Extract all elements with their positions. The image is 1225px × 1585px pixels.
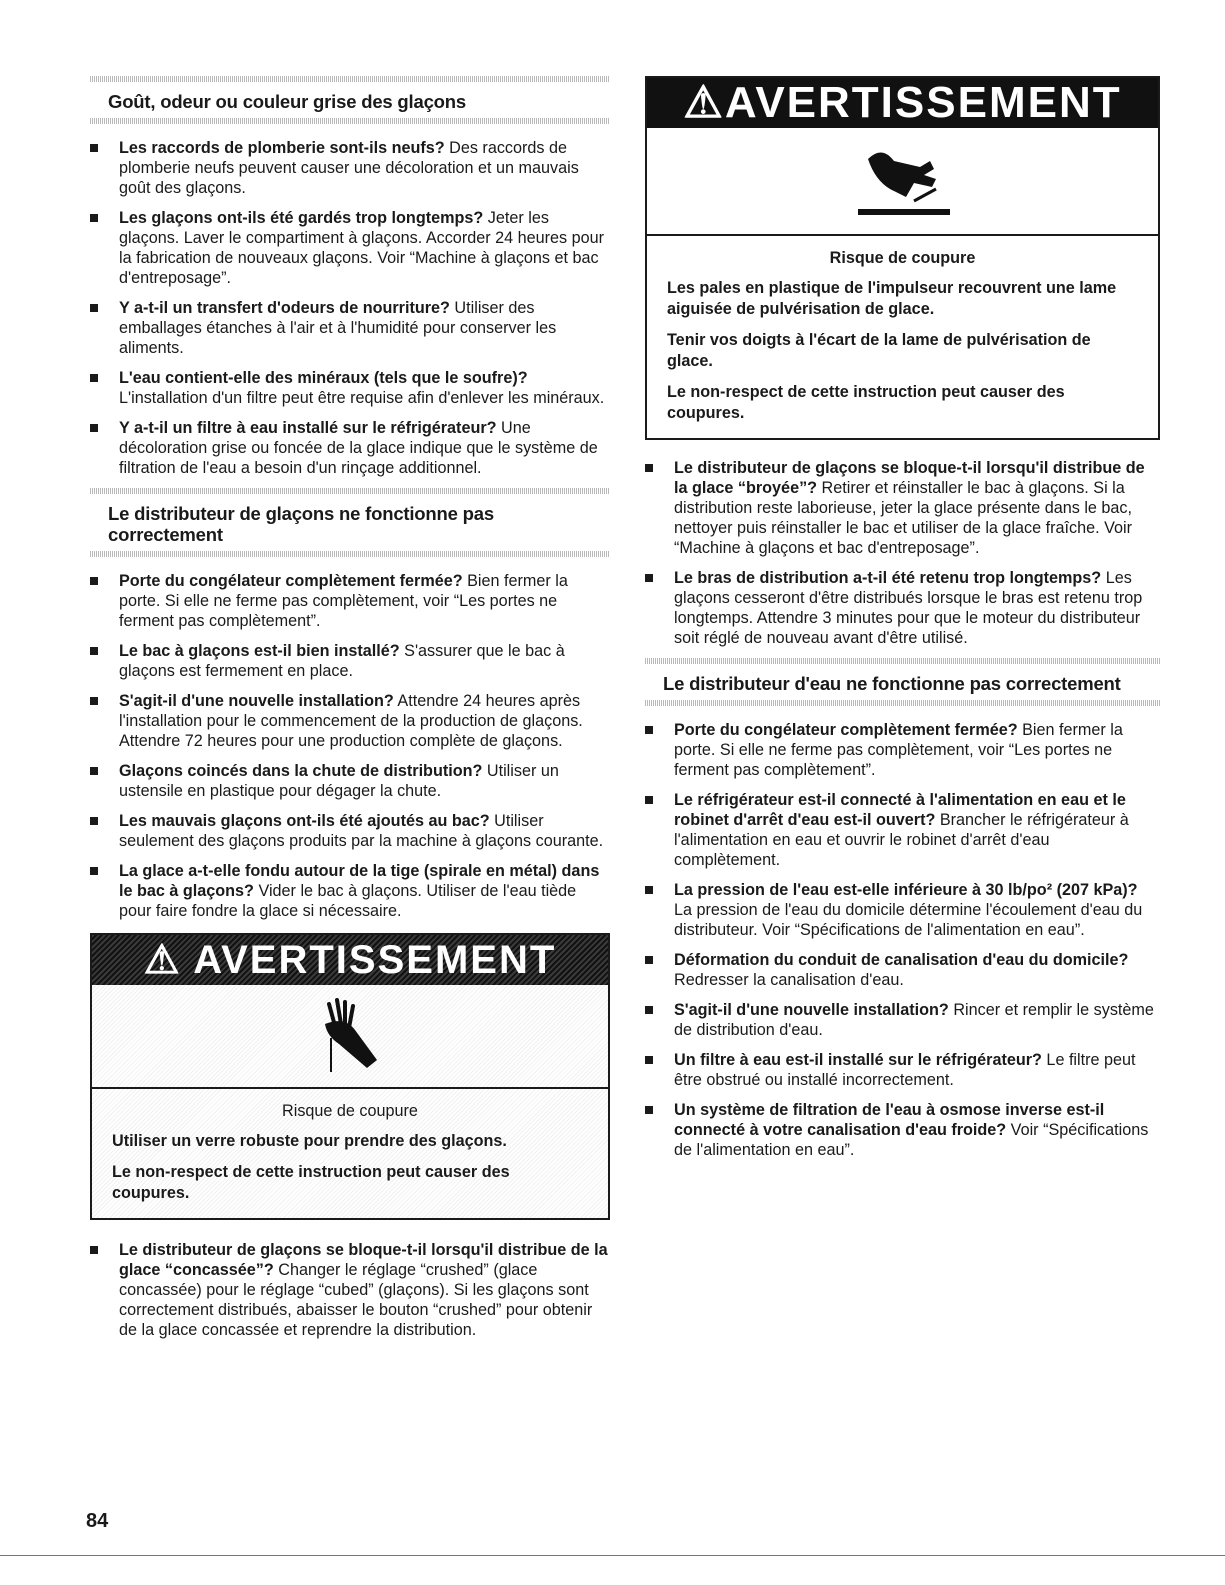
- list-item: [645, 568, 1160, 648]
- item-answer: Utiliser seulement des glaçons produits par la machine à glaçons courante.: [119, 812, 604, 850]
- item-question: Porte du congélateur complètement fermée?: [119, 572, 463, 590]
- list-item: [90, 691, 610, 751]
- item-answer: Bien fermer la porte. Si elle ne ferme pas complètement, voir “Les portes ne ferment pas complètement”.: [674, 721, 1123, 779]
- warning-line-2: Tenir vos doigts à l'écart de la lame de pulvérisation de glace.: [667, 331, 1091, 370]
- list-ice-crushed: [645, 458, 1160, 648]
- list-item: [645, 720, 1160, 780]
- list-item: [90, 571, 610, 631]
- hand-cut-icon-area: [92, 985, 608, 1089]
- bullet-icon: [90, 374, 98, 382]
- item-answer: Les glaçons cesseront d'être distribués lorsque le bras est retenu trop longtemps. Attendre 3 minutes pour que le moteur du distributeur soit réglé de nouveau avant d'être utilisé.: [674, 569, 1143, 647]
- page-number: 84: [86, 1510, 109, 1532]
- list-item: [645, 950, 1160, 990]
- list-item: [645, 880, 1160, 940]
- divider: [90, 118, 610, 124]
- item-question: Y a-t-il un filtre à eau installé sur le réfrigérateur?: [119, 419, 497, 437]
- bullet-icon: [90, 577, 98, 585]
- item-question: La pression de l'eau est-elle inférieure à 30 lb/po² (207 kPa)?: [674, 881, 1138, 899]
- item-answer: Changer le réglage “crushed” (glace concassée) pour le réglage “cubed” (glaçons). Si les glaçons sont correctement distribués, abaisser le bouton “crushed” pour obtenir de la glace concassée et reprendre la distribution.: [119, 1261, 593, 1339]
- item-question: Le distributeur de glaçons se bloque-t-il lorsqu'il distribue de la glace “broyée”?: [674, 459, 1145, 497]
- bullet-icon: [90, 1246, 98, 1254]
- list-water-dispenser: [645, 720, 1160, 1160]
- item-question: S'agit-il d'une nouvelle installation?: [119, 692, 394, 710]
- list-item: [90, 298, 610, 358]
- item-answer: Des raccords de plomberie neufs peuvent causer une décoloration et un mauvais goût des glaçons.: [119, 139, 579, 197]
- item-question: Le bras de distribution a-t-il été retenu trop longtemps?: [674, 569, 1102, 587]
- item-answer: Voir “Spécifications de l'alimentation en eau”.: [674, 1121, 1149, 1159]
- section-title-water-dispenser: Le distributeur d'eau ne fonctionne pas correctement: [663, 673, 1121, 694]
- list-ice-dispenser: [90, 571, 610, 921]
- right-column: [645, 76, 1160, 1170]
- list-item: [90, 761, 610, 801]
- warning-header: ⚠AVERTISSEMENT: [647, 78, 1158, 128]
- bullet-icon: [90, 424, 98, 432]
- list-item: [90, 641, 610, 681]
- warning-line-2: Le non-respect de cette instruction peut causer des coupures.: [112, 1163, 510, 1202]
- hand-cut-icon: [315, 996, 385, 1076]
- bullet-icon: [645, 574, 653, 582]
- risk-label: Risque de coupure: [282, 1102, 418, 1120]
- bullet-icon: [90, 867, 98, 875]
- list-after-warning: [90, 1240, 610, 1340]
- item-question: Un filtre à eau est-il installé sur le réfrigérateur?: [674, 1051, 1042, 1069]
- item-answer: Vider le bac à glaçons. Utiliser de l'eau tiède pour faire fondre la glace si nécessaire.: [119, 882, 577, 920]
- bullet-icon: [645, 1056, 653, 1064]
- bullet-icon: [90, 214, 98, 222]
- list-item: [645, 790, 1160, 870]
- item-answer: Jeter les glaçons. Laver le compartiment à glaçons. Accorder 24 heures pour la fabrication de nouveaux glaçons. Voir “Machine à glaçons et bac d'entreposage”.: [119, 209, 604, 287]
- item-question: L'eau contient-elle des minéraux (tels que le soufre)?: [119, 369, 528, 387]
- list-item: [645, 1100, 1160, 1160]
- bullet-icon: [90, 647, 98, 655]
- bullet-icon: [645, 1106, 653, 1114]
- item-answer: S'assurer que le bac à glaçons est fermement en place.: [119, 642, 565, 680]
- bullet-icon: [90, 697, 98, 705]
- item-question: Porte du congélateur complètement fermée?: [674, 721, 1018, 739]
- item-question: Les raccords de plomberie sont-ils neufs?: [119, 139, 445, 157]
- warning-body: [647, 236, 1158, 438]
- list-item: [90, 138, 610, 198]
- list-item: [90, 418, 610, 478]
- section-title-taste-odor: Goût, odeur ou couleur grise des glaçons: [108, 91, 466, 112]
- item-question: Un système de filtration de l'eau à osmose inverse est-il connecté à votre canalisation d'eau froide?: [674, 1101, 1105, 1139]
- list-item: [645, 1050, 1160, 1090]
- item-answer: Brancher le réfrigérateur à l'alimentation en eau et ouvrir le robinet d'arrêt d'eau complètement.: [674, 811, 1129, 869]
- list-item: [90, 811, 610, 851]
- bullet-icon: [645, 726, 653, 734]
- warning-line-3: Le non-respect de cette instruction peut causer des coupures.: [667, 383, 1065, 422]
- warning-body: [92, 1089, 608, 1218]
- item-answer: Utiliser des emballages étanches à l'air et à l'humidité pour conserver les aliments.: [119, 299, 557, 357]
- bullet-icon: [645, 796, 653, 804]
- item-question: Le distributeur de glaçons se bloque-t-il lorsqu'il distribue de la glace “concassée”?: [119, 1241, 608, 1279]
- bullet-icon: [645, 464, 653, 472]
- item-answer: Rincer et remplir le système de distribution d'eau.: [674, 1001, 1154, 1039]
- item-answer: Le filtre peut être obstrué ou installé incorrectement.: [674, 1051, 1136, 1089]
- list-item: [90, 861, 610, 921]
- item-answer: L'installation d'un filtre peut être requise afin d'enlever les minéraux.: [119, 389, 605, 407]
- bullet-icon: [645, 1006, 653, 1014]
- divider: [645, 700, 1160, 706]
- list-item: [90, 1240, 610, 1340]
- bullet-icon: [90, 767, 98, 775]
- list-item: [90, 208, 610, 288]
- section-title-ice-dispenser: Le distributeur de glaçons ne fonctionne pas correctement: [108, 503, 494, 545]
- item-answer: Attendre 24 heures après l'installation pour le commencement de la production de glaçons. Attendre 72 heures pour une production complète de glaçons.: [119, 692, 583, 750]
- list-item: [90, 368, 610, 408]
- item-question: Déformation du conduit de canalisation d'eau du domicile?: [674, 951, 1129, 969]
- list-taste-odor: [90, 138, 610, 478]
- item-question: Le bac à glaçons est-il bien installé?: [119, 642, 400, 660]
- item-answer: Utiliser un ustensile en plastique pour dégager la chute.: [119, 762, 559, 800]
- warning-box-blade: [645, 76, 1160, 440]
- bottom-rule: [0, 1555, 1225, 1556]
- item-answer: Retirer et réinstaller le bac à glaçons. Si la distribution reste laborieuse, jeter la glace présente dans le bac, nettoyer puis réinstaller le bac et utiliser de la glace fraîche. Voir “Machine à glaçons et bac d'entreposage”.: [674, 479, 1133, 557]
- item-answer: Redresser la canalisation d'eau.: [674, 971, 904, 989]
- blade-hand-icon-area: [647, 128, 1158, 236]
- warning-line-1: Utiliser un verre robuste pour prendre des glaçons.: [112, 1132, 507, 1150]
- warning-header: ⚠ AVERTISSEMENT: [92, 935, 608, 985]
- item-answer: La pression de l'eau du domicile détermine l'écoulement d'eau du distributeur. Voir “Spécifications de l'alimentation en eau”.: [674, 901, 1143, 939]
- item-question: La glace a-t-elle fondu autour de la tige (spirale en métal) dans le bac à glaçons?: [119, 862, 600, 900]
- bullet-icon: [645, 956, 653, 964]
- bullet-icon: [90, 304, 98, 312]
- divider: [90, 551, 610, 557]
- item-answer: Une décoloration grise ou foncée de la glace indique que le système de filtration de l'eau a besoin d'un rinçage additionnel.: [119, 419, 598, 477]
- item-question: S'agit-il d'une nouvelle installation?: [674, 1001, 949, 1019]
- left-column: [90, 76, 610, 1350]
- bullet-icon: [645, 886, 653, 894]
- warning-box-glass: [90, 933, 610, 1220]
- item-question: Les glaçons ont-ils été gardés trop longtemps?: [119, 209, 484, 227]
- bullet-icon: [90, 144, 98, 152]
- risk-label: Risque de coupure: [829, 249, 976, 267]
- item-question: Les mauvais glaçons ont-ils été ajoutés au bac?: [119, 812, 490, 830]
- item-answer: Bien fermer la porte. Si elle ne ferme pas complètement, voir “Les portes ne ferment pas complètement”.: [119, 572, 568, 630]
- warning-line-1: Les pales en plastique de l'impulseur recouvrent une lame aiguisée de pulvérisation de glace.: [667, 279, 1117, 318]
- bullet-icon: [90, 817, 98, 825]
- list-item: [645, 1000, 1160, 1040]
- item-question: Le réfrigérateur est-il connecté à l'alimentation en eau et le robinet d'arrêt d'eau est-il ouvert?: [674, 791, 1126, 829]
- item-question: Glaçons coincés dans la chute de distribution?: [119, 762, 483, 780]
- item-question: Y a-t-il un transfert d'odeurs de nourriture?: [119, 299, 450, 317]
- blade-hand-icon: [848, 139, 958, 223]
- list-item: [645, 458, 1160, 558]
